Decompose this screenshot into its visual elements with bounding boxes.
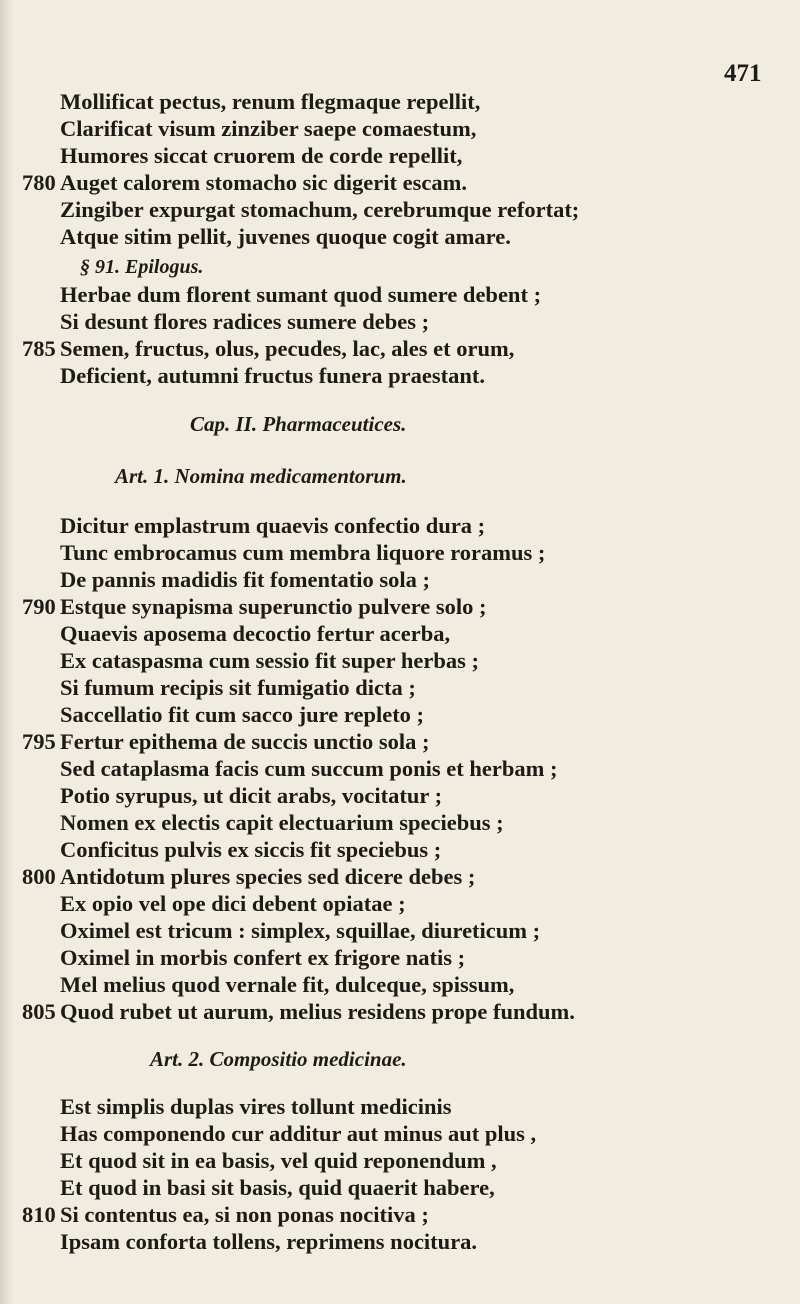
page-number: 471: [724, 60, 762, 87]
line-number: 790: [22, 594, 56, 619]
verse-line: Sed cataplasma facis cum succum ponis et herbam ;: [60, 756, 558, 781]
verse-line: De pannis madidis fit fomentatio sola ;: [60, 567, 431, 592]
verse-line: Oximel in morbis confert ex frigore natis ;: [60, 945, 466, 970]
verse-line: Ipsam conforta tollens, reprimens nocitura.: [60, 1229, 478, 1254]
line-number: 795: [22, 729, 56, 754]
verse-line: Est simplis duplas vires tollunt medicinis: [60, 1094, 452, 1119]
verse-line: Ex opio vel ope dici debent opiatae ;: [60, 891, 406, 916]
verse-line: Deficient, autumni fructus funera praestant.: [60, 363, 485, 388]
verse-line: Et quod sit in ea basis, vel quid reponendum ,: [60, 1148, 497, 1173]
verse-line: Atque sitim pellit, juvenes quoque cogit amare.: [60, 224, 511, 249]
verse-line: Conficitus pulvis ex siccis fit speciebus ;: [60, 837, 442, 862]
verse-line: Quaevis aposema decoctio fertur acerba,: [60, 621, 451, 646]
verse-line: Estque synapisma superunctio pulvere solo ;: [60, 594, 487, 619]
article-heading: Art. 1. Nomina medicamentorum.: [115, 464, 407, 488]
verse-line: Quod rubet ut aurum, melius residens prope fundum.: [60, 999, 575, 1024]
verse-line: Si contentus ea, si non ponas nocitiva ;: [60, 1202, 429, 1227]
chapter-heading: Cap. II. Pharmaceutices.: [190, 412, 407, 436]
verse-line: Dicitur emplastrum quaevis confectio dura ;: [60, 513, 486, 538]
verse-line: Semen, fructus, olus, pecudes, lac, ales et orum,: [60, 336, 515, 361]
verse-line: Nomen ex electis capit electuarium speciebus ;: [60, 810, 504, 835]
verse-line: Fertur epithema de succis unctio sola ;: [60, 729, 430, 754]
verse-line: Auget calorem stomacho sic digerit escam.: [60, 170, 467, 195]
verse-line: Si desunt flores radices sumere debes ;: [60, 309, 430, 334]
verse-line: Tunc embrocamus cum membra liquore roramus ;: [60, 540, 546, 565]
verse-line: Zingiber expurgat stomachum, cerebrumque refortat;: [60, 197, 580, 222]
line-number: 805: [22, 999, 56, 1024]
verse-line: Ex cataspasma cum sessio fit super herbas ;: [60, 648, 479, 673]
verse-line: Oximel est tricum : simplex, squillae, diureticum ;: [60, 918, 541, 943]
verse-line: Humores siccat cruorem de corde repellit,: [60, 143, 463, 168]
article-heading: Art. 2. Compositio medicinae.: [150, 1047, 407, 1071]
line-number: 785: [22, 336, 56, 361]
verse-line: Clarificat visum zinziber saepe comaestum,: [60, 116, 477, 141]
line-number: 800: [22, 864, 56, 889]
verse-line: Mel melius quod vernale fit, dulceque, spissum,: [60, 972, 515, 997]
page-edge: [0, 0, 14, 1304]
verse-line: Antidotum plures species sed dicere debes ;: [60, 864, 476, 889]
verse-line: Mollificat pectus, renum flegmaque repellit,: [60, 89, 481, 114]
verse-line: Potio syrupus, ut dicit arabs, vocitatur ;: [60, 783, 443, 808]
line-number: 780: [22, 170, 56, 195]
epilogus-heading: § 91. Epilogus.: [80, 256, 204, 278]
verse-line: Saccellatio fit cum sacco jure repleto ;: [60, 702, 425, 727]
line-number: 810: [22, 1202, 56, 1227]
verse-line: Si fumum recipis sit fumigatio dicta ;: [60, 675, 416, 700]
verse-line: Has componendo cur additur aut minus aut plus ,: [60, 1121, 537, 1146]
verse-line: Herbae dum florent sumant quod sumere debent ;: [60, 282, 542, 307]
verse-line: Et quod in basi sit basis, quid quaerit habere,: [60, 1175, 495, 1200]
